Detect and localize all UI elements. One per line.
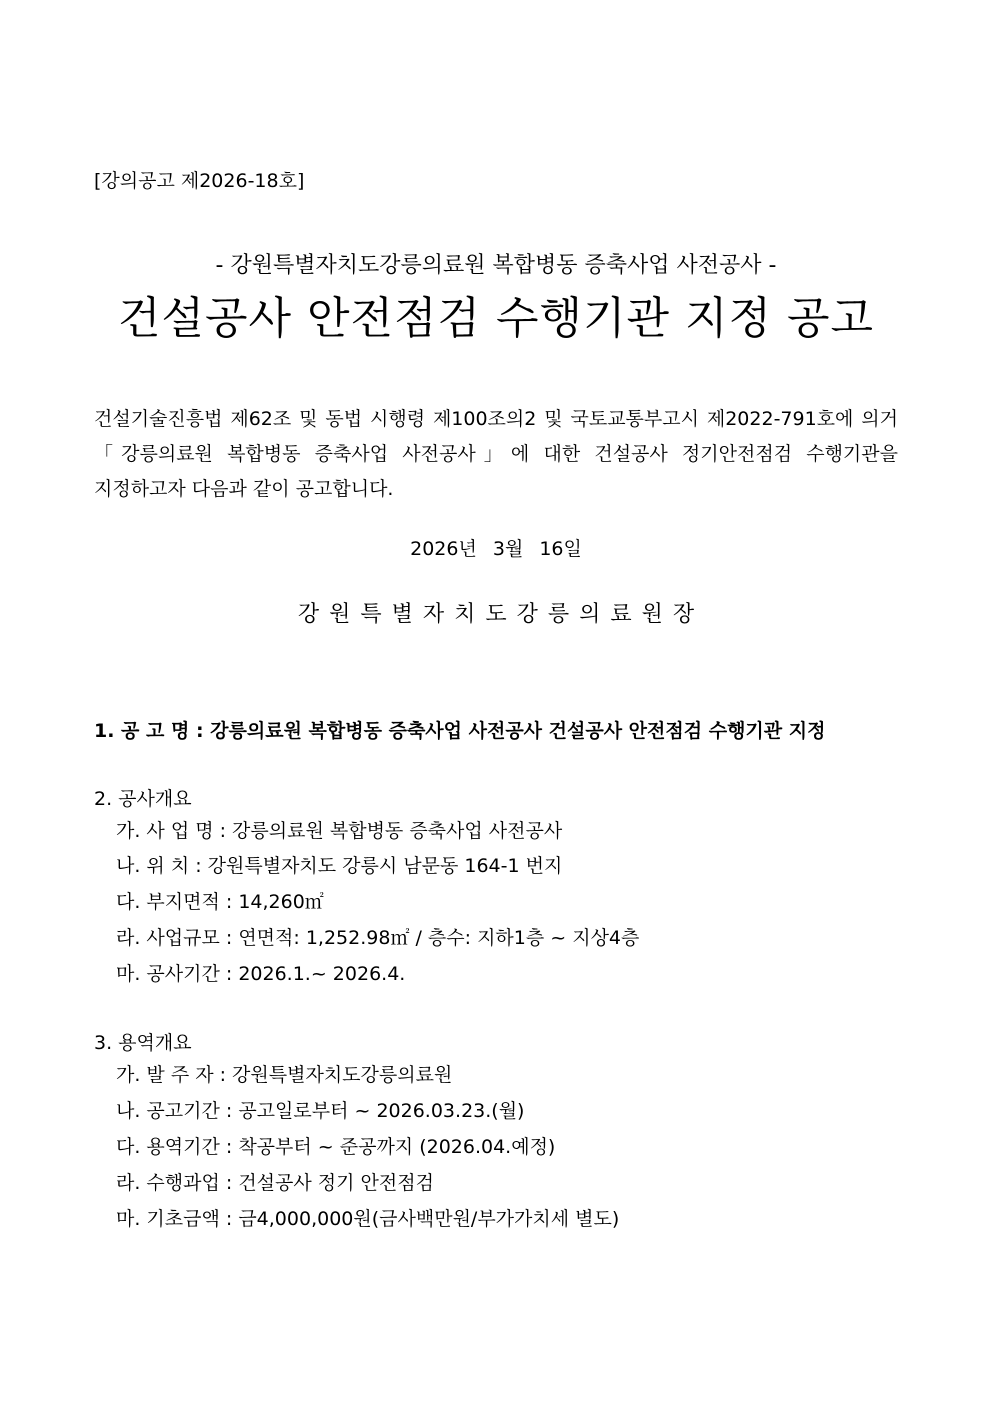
- project-scale-row: 라. 사업규모 : 연면적: 1,252.98㎡ / 층수: 지하1층 ~ 지상4층: [116, 927, 640, 949]
- announcement-date: 2026년 3월 16일: [410, 538, 582, 560]
- construction-period-row: 마. 공사기간 : 2026.1.~ 2026.4.: [116, 963, 406, 985]
- base-amount-row: 마. 기초금액 : 금4,000,000원(금사백만원/부가가치세 별도): [116, 1208, 620, 1230]
- construction-project-name-row: 가. 사 업 명 : 강릉의료원 복합병동 증축사업 사전공사: [116, 820, 563, 842]
- section-1-announcement-name: 1. 공 고 명 : 강릉의료원 복합병동 증축사업 사전공사 건설공사 안전점검 수행기관 지정: [94, 720, 826, 742]
- project-subtitle: - 강원특별자치도강릉의료원 복합병동 증축사업 사전공사 -: [215, 253, 777, 278]
- construction-location-row: 나. 위 치 : 강원특별자치도 강릉시 남문동 164-1 번지: [116, 855, 563, 877]
- document-number: [강의공고 제2026-18호]: [94, 170, 305, 192]
- section-3-title: 3. 용역개요: [94, 1032, 192, 1054]
- site-area-row: 다. 부지면적 : 14,260㎡: [116, 891, 324, 913]
- client-row: 가. 발 주 자 : 강원특별자치도강릉의료원: [116, 1064, 453, 1086]
- intro-paragraph: 건설기술진흥법 제62조 및 동법 시행령 제100조의2 및 국토교통부고시 제2022-791호에 의거「강릉의료원 복합병동 증축사업 사전공사」에 대한 건설공사 정기안전점검 수행기관을 지정하고자 다음과 같이 공고합니다.: [94, 408, 898, 500]
- page-title: 건설공사 안전점검 수행기관 지정 공고: [117, 293, 874, 344]
- service-period-row: 다. 용역기간 : 착공부터 ~ 준공까지 (2026.04.예정): [116, 1136, 556, 1158]
- task-row: 라. 수행과업 : 건설공사 정기 안전점검: [116, 1172, 434, 1194]
- notice-period-row: 나. 공고기간 : 공고일로부터 ~ 2026.03.23.(월): [116, 1100, 525, 1122]
- issuer-name: 강원특별자치도강릉의료원장: [297, 602, 705, 627]
- section-2-title: 2. 공사개요: [94, 788, 192, 810]
